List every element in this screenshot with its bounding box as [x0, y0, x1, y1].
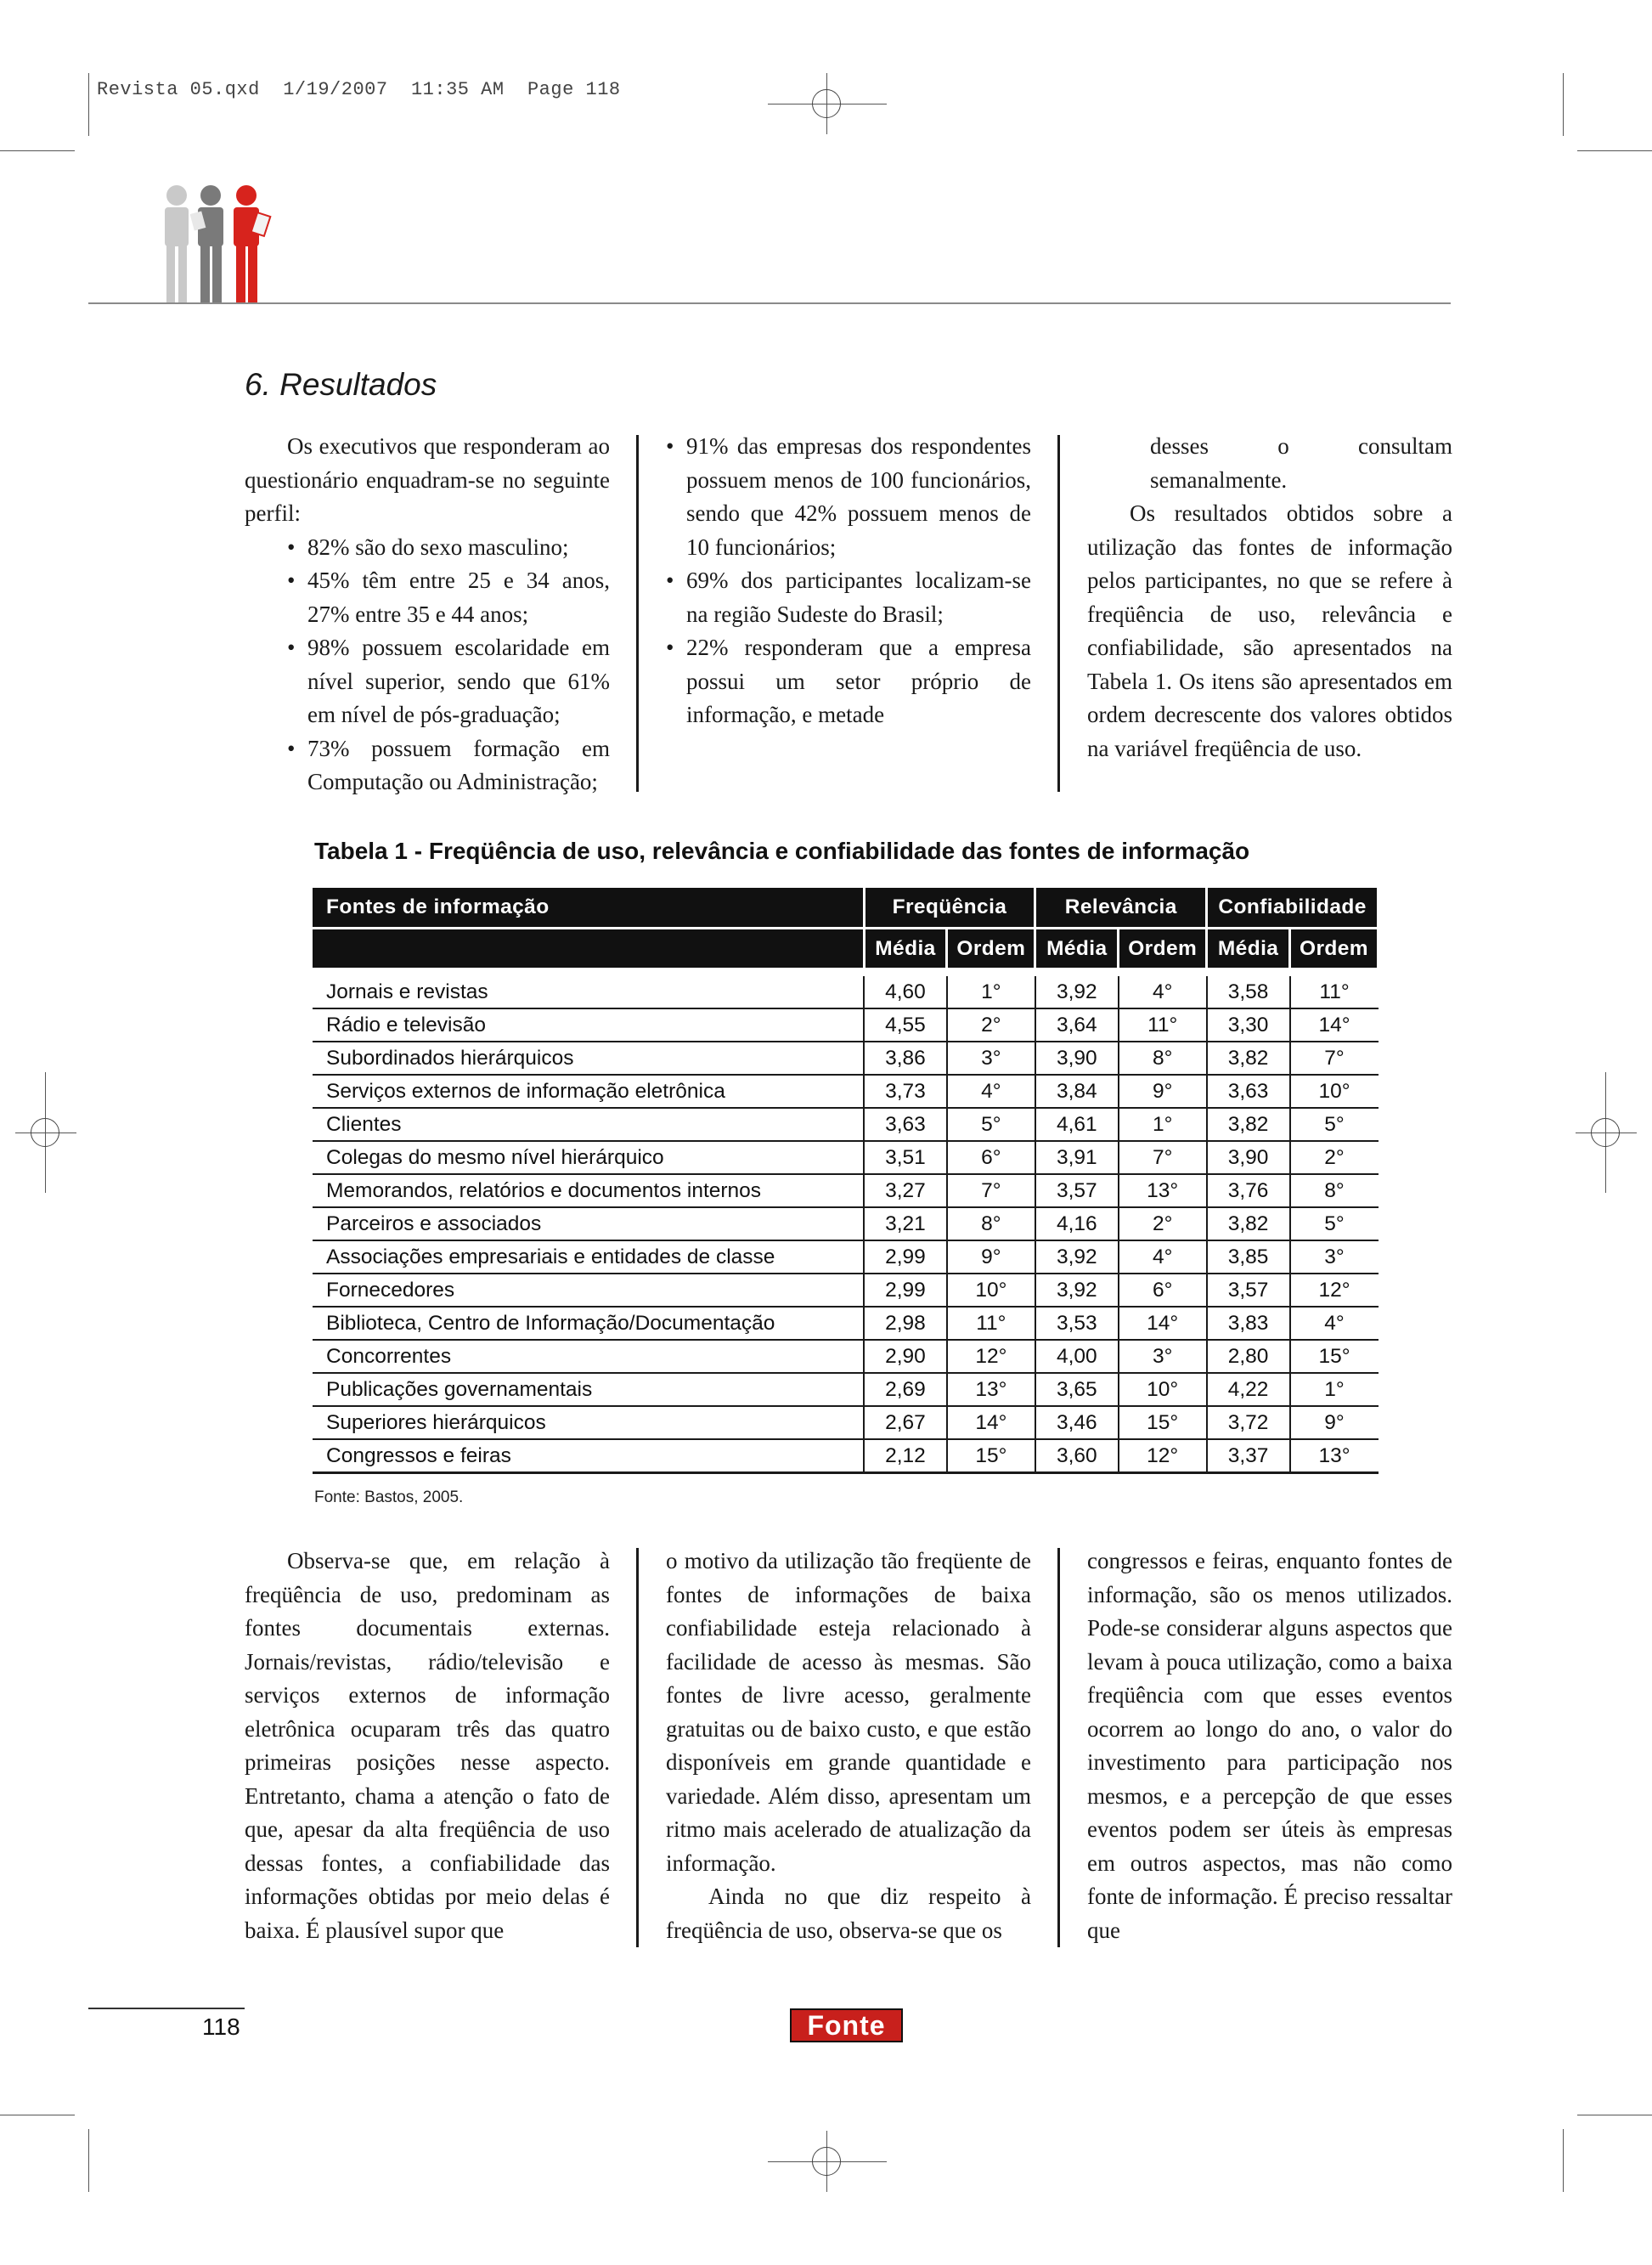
source-name-cell: Colegas do mesmo nível hierárquico — [313, 1141, 864, 1174]
value-cell: 3,37 — [1207, 1439, 1290, 1473]
value-cell: 1° — [947, 976, 1035, 1008]
value-cell: 3,92 — [1035, 1274, 1119, 1307]
column-header-blank — [313, 929, 864, 969]
value-cell: 2° — [947, 1008, 1035, 1042]
source-name-cell: Clientes — [313, 1108, 864, 1141]
footer-rule — [88, 2008, 245, 2009]
value-cell: 3,63 — [1207, 1075, 1290, 1108]
value-cell: 4,16 — [1035, 1207, 1119, 1240]
source-name-cell: Subordinados hierárquicos — [313, 1042, 864, 1075]
value-cell: 6° — [947, 1141, 1035, 1174]
value-cell: 2,67 — [864, 1406, 947, 1439]
value-cell: 4,61 — [1035, 1108, 1119, 1141]
value-cell: 4° — [1290, 1307, 1379, 1340]
source-name-cell: Fornecedores — [313, 1274, 864, 1307]
profile-list — [623, 430, 1031, 732]
column-subheader: Ordem — [1119, 929, 1207, 969]
value-cell: 3,60 — [1035, 1439, 1119, 1473]
value-cell: 7° — [947, 1174, 1035, 1207]
value-cell: 12° — [1119, 1439, 1207, 1473]
value-cell: 9° — [1119, 1075, 1207, 1108]
source-name-cell: Biblioteca, Centro de Informação/Documentação — [313, 1307, 864, 1340]
table-row — [313, 1373, 1379, 1406]
value-cell: 3° — [1290, 1240, 1379, 1274]
value-cell: 3,85 — [1207, 1240, 1290, 1274]
value-cell: 3,84 — [1035, 1075, 1119, 1108]
table-source-note: Fonte: Bastos, 2005. — [314, 1488, 464, 1506]
value-cell: 13° — [1119, 1174, 1207, 1207]
discussion-column-2 — [666, 1545, 1031, 1947]
source-name-cell: Serviços externos de informação eletrônica — [313, 1075, 864, 1108]
table-row — [313, 1042, 1379, 1075]
value-cell: 8° — [1119, 1042, 1207, 1075]
table-row — [313, 1240, 1379, 1274]
intro-column-2 — [666, 430, 1031, 732]
value-cell: 12° — [947, 1340, 1035, 1373]
table-row — [313, 1274, 1379, 1307]
source-name-cell: Congressos e feiras — [313, 1439, 864, 1473]
sources-table — [313, 888, 1379, 1474]
value-cell: 1° — [1119, 1108, 1207, 1141]
value-cell: 5° — [1290, 1108, 1379, 1141]
column-subheader: Média — [864, 929, 947, 969]
value-cell: 3,57 — [1207, 1274, 1290, 1307]
value-cell: 3,83 — [1207, 1307, 1290, 1340]
value-cell: 2,99 — [864, 1240, 947, 1274]
table-title: Tabela 1 - Freqüência de uso, relevância e confiabilidade das fontes de informação — [314, 838, 1250, 864]
value-cell: 2° — [1290, 1141, 1379, 1174]
table-row — [313, 976, 1379, 1008]
value-cell: 3,92 — [1035, 1240, 1119, 1274]
value-cell: 2,69 — [864, 1373, 947, 1406]
value-cell: 4° — [1119, 1240, 1207, 1274]
value-cell: 2,99 — [864, 1274, 947, 1307]
value-cell: 11° — [1290, 976, 1379, 1008]
value-cell: 3,72 — [1207, 1406, 1290, 1439]
column-group-header: Confiabilidade — [1207, 888, 1379, 929]
value-cell: 2° — [1119, 1207, 1207, 1240]
value-cell: 13° — [1290, 1439, 1379, 1473]
brand-logo: Fonte — [790, 2008, 903, 2042]
value-cell: 3,30 — [1207, 1008, 1290, 1042]
value-cell: 7° — [1290, 1042, 1379, 1075]
list-item: • 98% possuem escolaridade em nível superior, sendo que 61% em nível de pós-graduação; — [245, 631, 610, 732]
value-cell: 3,65 — [1035, 1373, 1119, 1406]
column-divider — [1057, 435, 1060, 792]
column-header: Fontes de informação — [313, 888, 864, 929]
table-subheader-row — [313, 929, 1379, 969]
body-paragraph: o motivo da utilização tão freqüente de fontes de informações de baixa confiabilidade esteja relacionado à facilidade de acesso às mesmas. São fontes de livre acesso, geralmente gratuitas ou de baixo custo, e que estão disponíveis em grande quantidade e variedade. Além disso, apresentam um ritmo mais acelerado de atualização da informação. — [666, 1548, 1031, 1876]
value-cell: 8° — [1290, 1174, 1379, 1207]
value-cell: 1° — [1290, 1373, 1379, 1406]
list-item: • 82% são do sexo masculino; — [245, 531, 610, 565]
list-item: • 45% têm entre 25 e 34 anos, 27% entre 35 e 44 anos; — [245, 564, 610, 631]
value-cell: 15° — [1290, 1340, 1379, 1373]
table-row — [313, 1340, 1379, 1373]
value-cell: 3,21 — [864, 1207, 947, 1240]
body-paragraph: Ainda no que diz respeito à freqüência de uso, observa-se que os — [666, 1884, 1031, 1943]
discussion-column-3 — [1087, 1545, 1452, 1947]
source-name-cell: Memorandos, relatórios e documentos internos — [313, 1174, 864, 1207]
column-divider — [636, 1548, 639, 1947]
column-subheader: Ordem — [1290, 929, 1379, 969]
value-cell: 4,55 — [864, 1008, 947, 1042]
value-cell: 6° — [1119, 1274, 1207, 1307]
value-cell: 4° — [1119, 976, 1207, 1008]
value-cell: 3° — [1119, 1340, 1207, 1373]
source-name-cell: Rádio e televisão — [313, 1008, 864, 1042]
list-item: • 91% das empresas dos respondentes possuem menos de 100 funcionários, sendo que 42% possuem menos de 10 funcionários; — [623, 430, 1031, 564]
table-row — [313, 1207, 1379, 1240]
table-row — [313, 1174, 1379, 1207]
value-cell: 14° — [947, 1406, 1035, 1439]
value-cell: 3,58 — [1207, 976, 1290, 1008]
source-name-cell: Associações empresariais e entidades de classe — [313, 1240, 864, 1274]
table-row — [313, 1406, 1379, 1439]
column-divider — [1057, 1548, 1060, 1947]
value-cell: 3,73 — [864, 1075, 947, 1108]
value-cell: 3,51 — [864, 1141, 947, 1174]
profile-list — [245, 531, 610, 799]
column-subheader: Ordem — [947, 929, 1035, 969]
value-cell: 13° — [947, 1373, 1035, 1406]
source-name-cell: Jornais e revistas — [313, 976, 864, 1008]
value-cell: 3,90 — [1035, 1042, 1119, 1075]
value-cell: 15° — [947, 1439, 1035, 1473]
people-group-logo-icon — [158, 184, 285, 304]
intro-column-3 — [1087, 430, 1452, 765]
value-cell: 3,64 — [1035, 1008, 1119, 1042]
value-cell: 2,12 — [864, 1439, 947, 1473]
value-cell: 3,27 — [864, 1174, 947, 1207]
value-cell: 7° — [1119, 1141, 1207, 1174]
table-row — [313, 1439, 1379, 1473]
column-subheader: Média — [1035, 929, 1119, 969]
value-cell: 11° — [1119, 1008, 1207, 1042]
page-number: 118 — [202, 2014, 240, 2040]
value-cell: 14° — [1119, 1307, 1207, 1340]
value-cell: 4,00 — [1035, 1340, 1119, 1373]
value-cell: 14° — [1290, 1008, 1379, 1042]
value-cell: 10° — [1119, 1373, 1207, 1406]
value-cell: 3,76 — [1207, 1174, 1290, 1207]
value-cell: 4,60 — [864, 976, 947, 1008]
continued-text: desses o consultam semanalmente. — [1150, 433, 1452, 493]
value-cell: 3,46 — [1035, 1406, 1119, 1439]
intro-paragraph: Os resultados obtidos sobre a utilização das fontes de informação pelos participantes, no que se refere à freqüência de uso, relevância e confiabilidade, são apresentados na Tabela 1. Os itens são apresentados em ordem decrescente dos valores obtidos na variável freqüência de uso. — [1087, 500, 1452, 761]
table-row — [313, 1141, 1379, 1174]
value-cell: 2,80 — [1207, 1340, 1290, 1373]
discussion-column-1 — [245, 1545, 610, 1947]
body-paragraph: congressos e feiras, enquanto fontes de informação, são os menos utilizados. Pode-se considerar alguns aspectos que levam à pouca utilização, como a baixa freqüência com que esses eventos ocorrem ao longo do ano, o valor do investimento para participação nos mesmos, e a percepção de que esses eventos podem ser úteis às empresas em outros aspectos, mas não como fonte de informação. É preciso ressaltar que — [1087, 1548, 1452, 1943]
value-cell: 15° — [1119, 1406, 1207, 1439]
table-header-row — [313, 888, 1379, 929]
value-cell: 11° — [947, 1307, 1035, 1340]
value-cell: 3,91 — [1035, 1141, 1119, 1174]
value-cell: 8° — [947, 1207, 1035, 1240]
value-cell: 3,63 — [864, 1108, 947, 1141]
value-cell: 5° — [947, 1108, 1035, 1141]
value-cell: 2,98 — [864, 1307, 947, 1340]
value-cell: 12° — [1290, 1274, 1379, 1307]
value-cell: 4,22 — [1207, 1373, 1290, 1406]
column-subheader: Média — [1207, 929, 1290, 969]
value-cell: 2,90 — [864, 1340, 947, 1373]
value-cell: 3,82 — [1207, 1042, 1290, 1075]
body-paragraph: Observa-se que, em relação à freqüência de uso, predominam as fontes documentais externas. Jornais/revistas, rádio/televisão e serviços externos de informação eletrônica ocuparam três das quatro primeiras posições nesse aspecto. Entretanto, chama a atenção o fato de que, apesar da alta freqüência de uso dessas fontes, a confiabilidade das informações obtidas por meio delas é baixa. É plausível supor que — [245, 1548, 610, 1943]
source-name-cell: Parceiros e associados — [313, 1207, 864, 1240]
header-rule — [88, 302, 1451, 304]
table-row — [313, 1307, 1379, 1340]
list-item: • 22% responderam que a empresa possui um setor próprio de informação, e metade — [623, 631, 1031, 732]
value-cell: 3,90 — [1207, 1141, 1290, 1174]
intro-paragraph: Os executivos que responderam ao questionário enquadram-se no seguinte perfil: — [245, 433, 610, 526]
column-group-header: Relevância — [1035, 888, 1207, 929]
value-cell: 3° — [947, 1042, 1035, 1075]
value-cell: 3,82 — [1207, 1207, 1290, 1240]
value-cell: 9° — [947, 1240, 1035, 1274]
value-cell: 5° — [1290, 1207, 1379, 1240]
value-cell: 10° — [1290, 1075, 1379, 1108]
print-slug: Revista 05.qxd 1/19/2007 11:35 AM Page 118 — [97, 79, 621, 100]
column-group-header: Freqüência — [864, 888, 1035, 929]
source-name-cell: Concorrentes — [313, 1340, 864, 1373]
source-name-cell: Publicações governamentais — [313, 1373, 864, 1406]
list-item: • 69% dos participantes localizam-se na região Sudeste do Brasil; — [623, 564, 1031, 631]
intro-column-1 — [245, 430, 610, 799]
value-cell: 3,57 — [1035, 1174, 1119, 1207]
value-cell: 3,53 — [1035, 1307, 1119, 1340]
table-row — [313, 1008, 1379, 1042]
value-cell: 4° — [947, 1075, 1035, 1108]
table-row — [313, 1108, 1379, 1141]
value-cell: 9° — [1290, 1406, 1379, 1439]
table-row — [313, 1075, 1379, 1108]
section-title: 6. Resultados — [245, 367, 437, 402]
source-name-cell: Superiores hierárquicos — [313, 1406, 864, 1439]
list-item: • 73% possuem formação em Computação ou Administração; — [245, 732, 610, 799]
value-cell: 3,92 — [1035, 976, 1119, 1008]
value-cell: 3,86 — [864, 1042, 947, 1075]
value-cell: 3,82 — [1207, 1108, 1290, 1141]
value-cell: 10° — [947, 1274, 1035, 1307]
